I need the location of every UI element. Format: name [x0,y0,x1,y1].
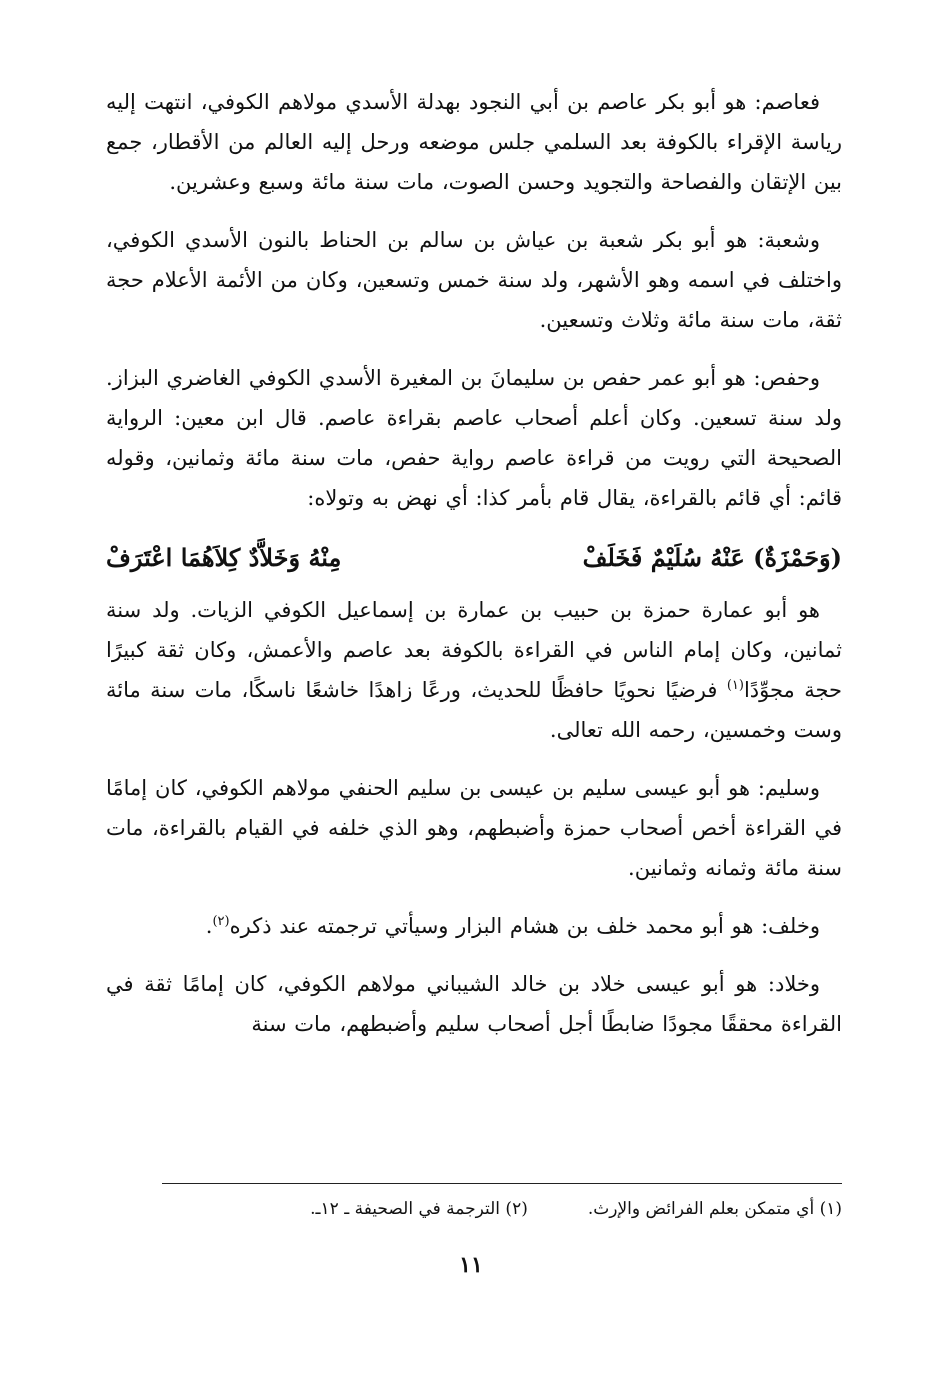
khalaf-text-before-note: وخلف: هو أبو محمد خلف بن هشام البزار وسيأتي ترجمته عند ذكره [229,914,820,938]
paragraph-shuba: وشعبة: هو أبو بكر شعبة بن عياش بن سالم بن الحناط بالنون الأسدي الكوفي، واختلف في اسمه وهو الأشهر، ولد سنة خمس وتسعين، وكان من الأئمة الأعلام حجة ثقة، مات سنة مائة وثلاث وتسعين. [106,228,842,332]
footnote-1 [588,1196,842,1222]
paragraph-hamza [106,590,842,750]
footnote-divider [162,1183,842,1184]
footnote-1-marker: (١) [819,1199,842,1219]
paragraph-khalaf [106,906,842,946]
paragraph-khallad: وخلاد: هو أبو عيسى خلاد بن خالد الشيباني مولاهم الكوفي، كان إمامًا ثقة في القراءة محققًا مجودًا ضابطًا أجل أصحاب سليم وأضبطهم، مات سنة [106,972,842,1036]
verse-left-hemistich: مِنْهُ وَخَلاَّدٌ كِلاَهُمَا اعْتَرَفْ [106,543,342,572]
footnote-2 [310,1196,528,1222]
paragraph-asim: فعاصم: هو أبو بكر عاصم بن أبي النجود بهدلة الأسدي مولاهم الكوفي، انتهت إليه رياسة الإقراء بالكوفة بعد السلمي جلس موضعه ورحل إليه العالم من الأقطار، جمع بين الإتقان والفصاحة والتجويد وحسن الصوت، مات سنة مائة وسبع وعشرين. [106,90,842,194]
main-text [106,82,842,1062]
verse-line [106,536,842,580]
footnote-2-text: الترجمة في الصحيفة ـ ١٢ـ. [310,1199,501,1219]
footnote-marker-1[interactable]: (١) [726,678,744,693]
hamza-text-after-note: فرضيًا نحويًا حافظًا للحديث، ورعًا زاهدًا خاشعًا ناسكًا، مات سنة مائة وست وخمسين، رحمه الله تعالى. [106,678,842,742]
paragraph-hafs: وحفص: هو أبو عمر حفص بن سليمانَ بن المغيرة الأسدي الكوفي الغاضري البزاز. ولد سنة تسعين. وكان أعلم أصحاب عاصم بقراءة عاصم. قال ابن معين: الرواية الصحيحة التي رويت من قراءة عاصم رواية حفص، مات سنة مائة وثمانين، وقوله قائم: أي قائم بالقراءة، يقال قام بأمر كذا: أي نهض به وتولاه: [106,366,842,510]
khalaf-text-after-note: . [205,914,213,938]
page-number: ١١ [459,1252,483,1278]
paragraph-sulaym: وسليم: هو أبو عيسى سليم بن عيسى بن سليم الحنفي مولاهم الكوفي، كان إمامًا في القراءة أخص أصحاب حمزة وأضبطهم، وهو الذي خلفه في القيام بالقراءة، مات سنة مائة وثمانه وثمانين. [106,776,842,880]
footnote-2-marker: (٢) [505,1199,528,1219]
verse-right-hemistich: (وَحَمْزَةٌ) عَنْهُ سُلَيْمٌ فَخَلَفْ [582,543,842,572]
footnotes [142,1196,842,1222]
footnote-marker-2[interactable]: (٢) [212,914,230,929]
footnote-1-text: أي متمكن بعلم الفرائض والإرث. [587,1199,815,1219]
hamza-text-before-note: هو أبو عمارة حمزة بن حبيب بن عمارة بن إسماعيل الكوفي الزيات. ولد سنة ثمانين، وكان إمام الناس في القراءة بالكوفة بعد عاصم والأعمش، وكان ثقة كبيرًا حجة مجوِّدًا [106,598,842,702]
